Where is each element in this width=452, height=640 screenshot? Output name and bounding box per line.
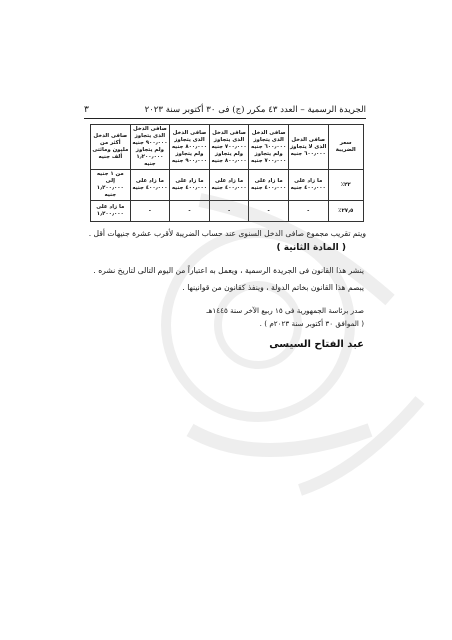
seal-script-stroke (190, 430, 370, 450)
table-cell: ما زاد على ٤٠٠٫٠٠٠ جنيه (249, 170, 289, 201)
header-cell: صافى الدخل الذى يتجاوز ٨٠٠٫٠٠٠ جنيه ولم يتجاوز ٩٠٠٫٠٠٠ جنيه (170, 125, 210, 170)
header-cell: صافى الدخل الذى يتجاوز ٩٠٠٫٠٠٠ جنيه ولم يتجاوز ١٫٢٠٠٫٠٠٠ جنيه (130, 125, 170, 170)
table-cell: ما زاد على ٤٠٠٫٠٠٠ جنيه (209, 170, 249, 201)
header-cell: صافى الدخل الذى لا يتجاوز ٦٠٠٫٠٠٠ جنيه (288, 125, 328, 170)
table-cell: - (249, 201, 289, 222)
issued-line: صدر برئاسة الجمهورية فى ١٥ ربيع الآخر سنة ١٤٤٥هـ (206, 306, 364, 315)
table-cell: ما زاد على ١٫٢٠٠٫٠٠٠ (91, 201, 131, 222)
page-number: ٣ (84, 105, 89, 115)
table-cell: من ١ جنيه إلى ١٫٢٠٠٫٠٠٠ جنيه (91, 170, 131, 201)
rounding-note: ويتم تقريب مجموع صافى الدخل السنوى عند حساب الضريبة لأقرب عشرة جنيهات أقل . (88, 229, 366, 238)
table-cell: ٢٧٫٥٪ (328, 201, 363, 222)
table-cell: - (130, 201, 170, 222)
table-cell: ٢٢٪ (328, 170, 363, 201)
tax-rate-table (90, 124, 364, 222)
header-cell: سعر الضريبة (328, 125, 363, 170)
signature: عبد الفتاح السيسى (269, 339, 364, 350)
table-row (91, 201, 364, 222)
table-cell: - (209, 201, 249, 222)
table-cell: ما زاد على ٤٠٠٫٠٠٠ جنيه (130, 170, 170, 201)
page-header (84, 104, 366, 116)
paragraph: يبصم هذا القانون بخاتم الدولة ، وينفذ كقانون من قوانينها . (182, 283, 364, 292)
table-row (91, 170, 364, 201)
issued-gregorian-line: ( الموافق ٣٠ أكتوبر سنة ٢٠٢٣م ) . (259, 319, 364, 328)
header-cell: صافى الدخل الذى يتجاوز ٧٠٠٫٠٠٠ جنيه ولم يتجاوز ٨٠٠٫٠٠٠ جنيه (209, 125, 249, 170)
header-cell: صافى الدخل أكثر من مليون ومائتى ألف جنيه (91, 125, 131, 170)
table-cell: - (170, 201, 210, 222)
paragraph: ينشر هذا القانون فى الجريدة الرسمية ، ويعمل به اعتباراً من اليوم التالى لتاريخ نشره . (93, 266, 364, 275)
table-cell: ما زاد على ٤٠٠٫٠٠٠ جنيه (288, 170, 328, 201)
table-cell: ما زاد على ٤٠٠٫٠٠٠ جنيه (170, 170, 210, 201)
article-title: ( المادة الثانية ) (276, 243, 346, 253)
table-cell: - (288, 201, 328, 222)
running-title: الجريدة الرسمية – العدد ٤٣ مكرر (ج) فى ٣٠ أكتوبر سنة ٢٠٢٣ (144, 105, 366, 115)
header-cell: صافى الدخل الذى يتجاوز ٦٠٠٫٠٠٠ جنيه ولم يتجاوز ٧٠٠٫٠٠٠ جنيه (249, 125, 289, 170)
table-header-row (91, 125, 364, 170)
seal-script-stroke (300, 400, 420, 490)
header-divider (84, 118, 366, 119)
